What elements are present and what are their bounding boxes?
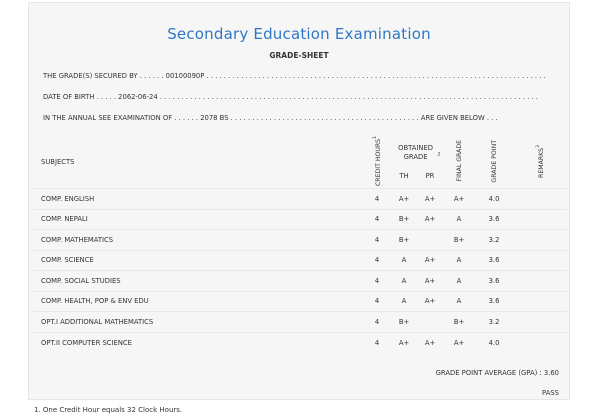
credit-hours-cell: 4: [363, 250, 391, 271]
final-grade-cell: B+: [443, 312, 475, 333]
th-grade-cell: A: [391, 250, 417, 271]
obtained-grade-header: OBTAINED GRADE $^2$: [398, 144, 441, 162]
date-of-birth-line: DATE OF BIRTH . . . . . 2062-06-24 . . . . . . . . . . . . . . . . . . . . . . . . . . . . . . . . . . . . . . . . . . . . . . . . . . . . . . . . . . . . . . . . . . . . . . . . . . . . . . . . . . . . . . . .: [43, 93, 538, 101]
grade-point-cell: 3.6: [475, 209, 513, 230]
grade-point-cell: 3.2: [475, 230, 513, 251]
exam-line: IN THE ANNUAL SEE EXAMINATION OF . . . . . . 2078 BS . . . . . . . . . . . . . . . . . . . . . . . . . . . . . . . . . . . . . . . . . . . . ARE GIVEN BELOW . . .: [43, 114, 498, 122]
credit-hours-cell: 4: [363, 312, 391, 333]
final-grade-cell: A+: [443, 332, 475, 353]
pr-grade-cell: A+: [417, 209, 443, 230]
gpa-line: GRADE POINT AVERAGE (GPA) : 3.60: [435, 369, 559, 377]
pr-header: PR: [425, 172, 435, 181]
final-grade-header: FINAL GRADE: [455, 140, 463, 182]
grades-table: [33, 136, 567, 353]
grade-point-cell: 4.0: [475, 332, 513, 353]
credit-hours-cell: 4: [363, 209, 391, 230]
pr-grade-cell: A+: [417, 250, 443, 271]
remarks-cell: [513, 189, 567, 210]
credit-hours-cell: 4: [363, 189, 391, 210]
final-grade-cell: A: [443, 250, 475, 271]
subject-cell: COMP. HEALTH, POP & ENV EDU: [33, 291, 363, 312]
grade-point-header: GRADE POINT: [490, 139, 498, 183]
remarks-cell: [513, 312, 567, 333]
table-row: [33, 230, 567, 251]
credit-hours-cell: 4: [363, 332, 391, 353]
th-grade-cell: A+: [391, 189, 417, 210]
remarks-cell: [513, 332, 567, 353]
grades-secured-line: THE GRADE(S) SECURED BY . . . . . . 00100090P . . . . . . . . . . . . . . . . . . . . . . . . . . . . . . . . . . . . . . . . . . . . . . . . . . . . . . . . . . . . . . . . . . . . . . . . . . . . . . .: [43, 72, 546, 80]
th-grade-cell: A: [391, 271, 417, 292]
subject-cell: COMP. ENGLISH: [33, 189, 363, 210]
table-row: [33, 312, 567, 333]
final-grade-cell: A: [443, 209, 475, 230]
credit-hours-cell: 4: [363, 230, 391, 251]
grade-sheet: [28, 2, 570, 400]
th-grade-cell: A+: [391, 332, 417, 353]
pr-grade-cell: [417, 230, 443, 251]
grade-point-cell: 3.6: [475, 271, 513, 292]
subjects-header: SUBJECTS: [41, 158, 75, 167]
grade-point-cell: 3.6: [475, 291, 513, 312]
subject-cell: COMP. NEPALI: [33, 209, 363, 230]
pr-grade-cell: A+: [417, 189, 443, 210]
credit-hours-header: CREDIT HOURS$^1$: [372, 136, 383, 187]
remarks-cell: [513, 250, 567, 271]
final-grade-cell: A+: [443, 189, 475, 210]
grade-point-cell: 4.0: [475, 189, 513, 210]
th-grade-cell: B+: [391, 209, 417, 230]
grade-sheet-subtitle: GRADE-SHEET: [269, 51, 329, 60]
th-grade-cell: B+: [391, 312, 417, 333]
credit-hours-cell: 4: [363, 271, 391, 292]
table-row: [33, 189, 567, 210]
exam-title: Secondary Education Examination: [167, 25, 431, 43]
subject-cell: OPT.I ADDITIONAL MATHEMATICS: [33, 312, 363, 333]
subject-cell: COMP. MATHEMATICS: [33, 230, 363, 251]
pr-grade-cell: A+: [417, 332, 443, 353]
subject-cell: OPT.II COMPUTER SCIENCE: [33, 332, 363, 353]
th-grade-cell: B+: [391, 230, 417, 251]
table-header-row: [33, 136, 567, 164]
final-grade-cell: A: [443, 271, 475, 292]
table-row: [33, 291, 567, 312]
final-grade-cell: A: [443, 291, 475, 312]
pr-grade-cell: A+: [417, 271, 443, 292]
result-status: PASS: [542, 389, 559, 397]
credit-hours-cell: 4: [363, 291, 391, 312]
final-grade-cell: B+: [443, 230, 475, 251]
remarks-header: REMARKS$^3$: [535, 144, 546, 178]
remarks-cell: [513, 271, 567, 292]
remarks-cell: [513, 230, 567, 251]
grade-point-cell: 3.2: [475, 312, 513, 333]
remarks-cell: [513, 209, 567, 230]
table-row: [33, 250, 567, 271]
footnote-credit-hour: 1. One Credit Hour equals 32 Clock Hours.: [34, 406, 183, 414]
remarks-cell: [513, 291, 567, 312]
subject-cell: COMP. SOCIAL STUDIES: [33, 271, 363, 292]
th-header: TH: [399, 172, 409, 181]
table-row: [33, 332, 567, 353]
grade-point-cell: 3.6: [475, 250, 513, 271]
table-row: [33, 271, 567, 292]
th-grade-cell: A: [391, 291, 417, 312]
pr-grade-cell: [417, 312, 443, 333]
table-row: [33, 209, 567, 230]
pr-grade-cell: A+: [417, 291, 443, 312]
subject-cell: COMP. SCIENCE: [33, 250, 363, 271]
